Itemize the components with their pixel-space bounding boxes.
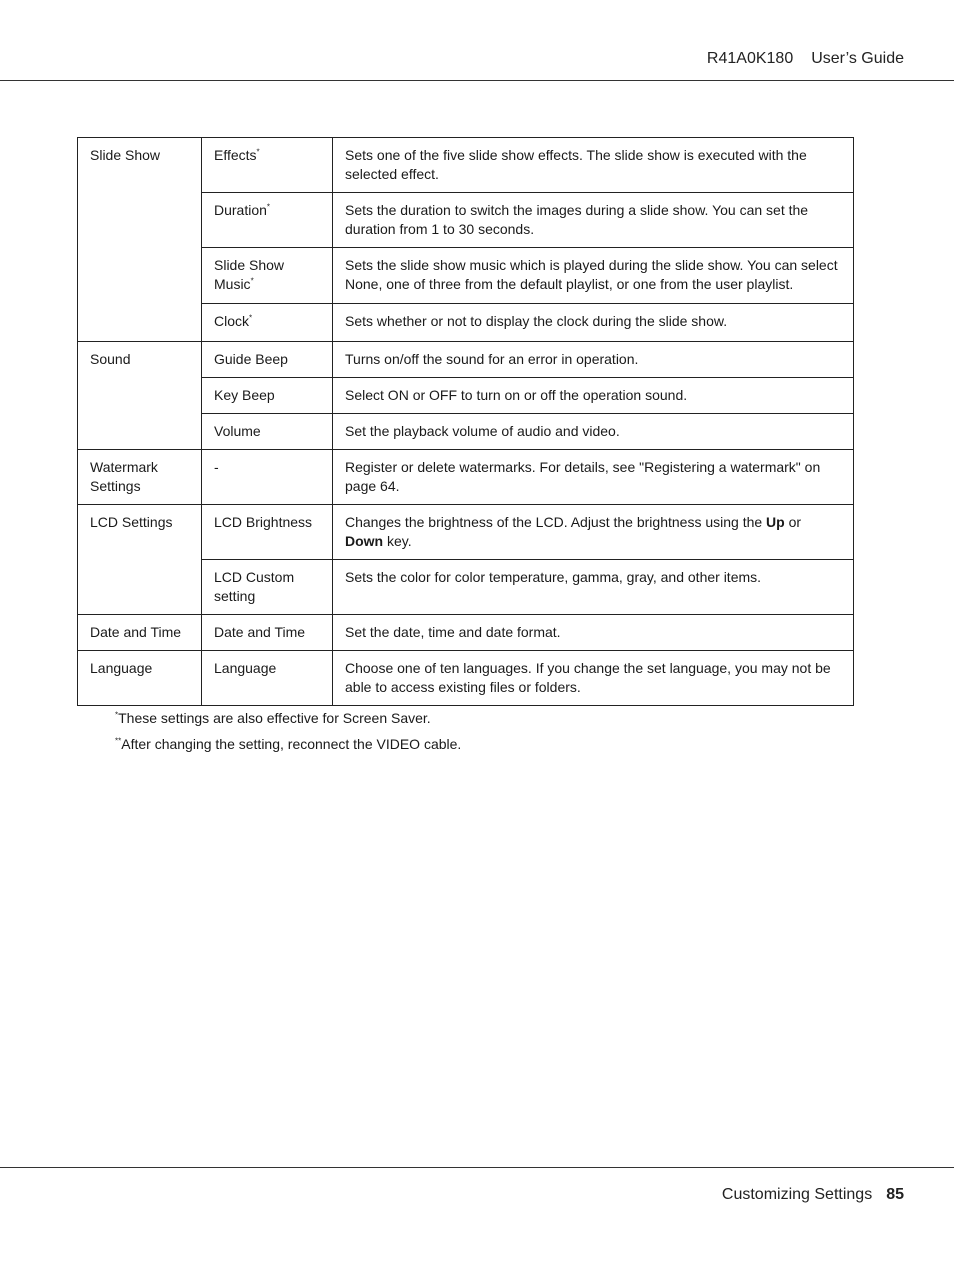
desc-cell: Choose one of ten languages. If you change the set language, you may not be able to access existing files or folders.	[333, 651, 854, 706]
page-footer-rule	[0, 1167, 954, 1168]
guide-title: User’s Guide	[811, 50, 904, 67]
down-key-label: Down	[345, 533, 384, 549]
item-cell: Clock*	[202, 304, 333, 342]
page-footer	[722, 1186, 904, 1204]
item-cell: Language	[202, 651, 333, 706]
table-row	[78, 505, 854, 560]
desc-cell: Changes the brightness of the LCD. Adjust the brightness using the Up or Down key.	[333, 505, 854, 560]
table-row	[78, 342, 854, 378]
desc-cell: Set the playback volume of audio and video.	[333, 414, 854, 450]
doc-id: R41A0K180	[706, 50, 794, 67]
group-cell: LCD Settings	[78, 505, 202, 615]
footnote: **After changing the setting, reconnect the VIDEO cable.	[115, 736, 462, 752]
page-number: 85	[886, 1186, 904, 1203]
group-cell: Date and Time	[78, 615, 202, 651]
desc-cell: Set the date, time and date format.	[333, 615, 854, 651]
item-cell: Duration*	[202, 193, 333, 248]
header-text	[707, 50, 904, 68]
group-cell: Watermark Settings	[78, 450, 202, 505]
item-cell: Effects*	[202, 138, 333, 193]
group-cell: Language	[78, 651, 202, 706]
table-row	[78, 615, 854, 651]
item-cell: Guide Beep	[202, 342, 333, 378]
item-cell: Date and Time	[202, 615, 333, 651]
desc-cell: Sets the duration to switch the images during a slide show. You can set the duration from 1 to 30 seconds.	[333, 193, 854, 248]
desc-cell: Register or delete watermarks. For details, see "Registering a watermark" on page 64.	[333, 450, 854, 505]
group-cell: Sound	[78, 342, 202, 450]
desc-cell: Select ON or OFF to turn on or off the operation sound.	[333, 378, 854, 414]
item-cell: Key Beep	[202, 378, 333, 414]
item-cell: Slide Show Music*	[202, 248, 333, 304]
page-header	[0, 0, 954, 81]
table-row	[78, 138, 854, 193]
settings-table	[77, 137, 854, 706]
up-key-label: Up	[766, 514, 785, 530]
desc-cell: Sets whether or not to display the clock during the slide show.	[333, 304, 854, 342]
desc-cell: Sets one of the five slide show effects. The slide show is executed with the selected effect.	[333, 138, 854, 193]
footnote: *These settings are also effective for Screen Saver.	[115, 710, 431, 726]
table-row	[78, 450, 854, 505]
desc-cell: Sets the slide show music which is played during the slide show. You can select None, one of three from the default playlist, or one from the user playlist.	[333, 248, 854, 304]
item-cell: LCD Brightness	[202, 505, 333, 560]
item-cell: Volume	[202, 414, 333, 450]
group-cell: Slide Show	[78, 138, 202, 342]
footnotes	[115, 705, 461, 757]
table-row	[78, 651, 854, 706]
section-title: Customizing Settings	[721, 1186, 873, 1203]
desc-cell: Sets the color for color temperature, gamma, gray, and other items.	[333, 560, 854, 615]
item-cell: -	[202, 450, 333, 505]
desc-cell: Turns on/off the sound for an error in operation.	[333, 342, 854, 378]
item-cell: LCD Custom setting	[202, 560, 333, 615]
